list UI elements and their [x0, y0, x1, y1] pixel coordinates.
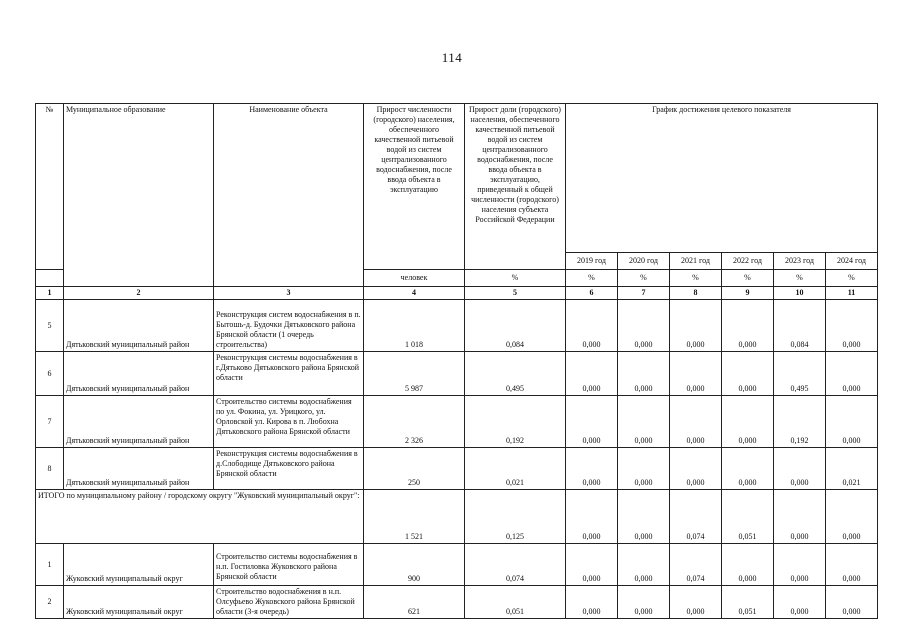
row-share: 0,051 [465, 586, 566, 619]
header-year: 2023 год [774, 253, 826, 270]
header-year: 2021 год [670, 253, 722, 270]
column-number: 2 [64, 287, 214, 300]
row-year-value: 0,000 [566, 352, 618, 396]
row-share: 0,074 [465, 544, 566, 586]
row-number: 6 [36, 352, 64, 396]
row-municipality: Дятьковский муниципальный район [64, 448, 214, 490]
row-year-value: 0,000 [670, 396, 722, 448]
row-year-value: 0,000 [826, 544, 878, 586]
page-number: 114 [441, 50, 463, 65]
row-municipality: Дятьковский муниципальный район [64, 352, 214, 396]
row-year-value: 0,000 [566, 586, 618, 619]
header-year-unit: % [774, 270, 826, 287]
total-year-value: 0,074 [670, 490, 722, 544]
row-year-value: 0,000 [826, 396, 878, 448]
header-year-unit: % [618, 270, 670, 287]
row-year-value: 0,074 [670, 544, 722, 586]
header-year-unit: % [566, 270, 618, 287]
header-municipality: Муниципальное образование [64, 104, 214, 287]
row-people: 250 [364, 448, 465, 490]
row-year-value: 0,000 [670, 300, 722, 352]
column-number: 5 [465, 287, 566, 300]
row-number: 2 [36, 586, 64, 619]
row-year-value: 0,000 [722, 352, 774, 396]
total-row [36, 490, 878, 544]
row-year-value: 0,000 [722, 396, 774, 448]
row-object: Строительство системы водоснабжения по ул. Фокина, ул. Урицкого, ул. Орловской ул. Кирова в п. Любохна Дятьковского района Брянской области [214, 396, 364, 448]
table-row [36, 396, 878, 448]
row-year-value: 0,000 [566, 544, 618, 586]
row-object: Реконструкция систем водоснабжения в п. Бытошь-д. Будочки Дятьковского района Брянской области (1 очередь строительства) [214, 300, 364, 352]
row-share: 0,192 [465, 396, 566, 448]
row-people: 2 326 [364, 396, 465, 448]
row-year-value: 0,000 [826, 300, 878, 352]
total-label: ИТОГО по муниципальному району / городскому округу "Жуковский муниципальный округ": [36, 490, 364, 544]
header-object: Наименование объекта [214, 104, 364, 287]
column-number: 9 [722, 287, 774, 300]
row-municipality: Жуковский муниципальный округ [64, 544, 214, 586]
row-object: Реконструкция системы водоснабжения в г.Дятьково Дятьковского района Брянской области [214, 352, 364, 396]
row-number: 1 [36, 544, 64, 586]
row-year-value: 0,000 [618, 544, 670, 586]
header-year-unit: % [670, 270, 722, 287]
row-municipality: Жуковский муниципальный округ [64, 586, 214, 619]
row-people: 900 [364, 544, 465, 586]
row-year-value: 0,000 [826, 352, 878, 396]
row-year-value: 0,051 [722, 586, 774, 619]
row-number: 7 [36, 396, 64, 448]
total-year-value: 0,051 [722, 490, 774, 544]
header-growth-share: Прирост доли (городского) населения, обеспеченного качественной питьевой водой из систем централизованного водоснабжения, после ввода объекта в эксплуатацию, приведенный к общей численности (городского) населения субъекта Российской Федерации [465, 104, 566, 270]
table-row [36, 352, 878, 396]
header-year-unit: % [826, 270, 878, 287]
row-year-value: 0,000 [670, 448, 722, 490]
row-share: 0,021 [465, 448, 566, 490]
table-row [36, 586, 878, 619]
row-year-value: 0,000 [618, 586, 670, 619]
row-year-value: 0,000 [722, 544, 774, 586]
row-number: 8 [36, 448, 64, 490]
row-people: 5 987 [364, 352, 465, 396]
row-share: 0,495 [465, 352, 566, 396]
total-year-value: 0,000 [566, 490, 618, 544]
table-row [36, 300, 878, 352]
header-unit-people: человек [364, 270, 465, 287]
total-people: 1 521 [364, 490, 465, 544]
row-year-value: 0,000 [670, 352, 722, 396]
row-people: 621 [364, 586, 465, 619]
header-year: 2022 год [722, 253, 774, 270]
header-year-unit: % [722, 270, 774, 287]
row-year-value: 0,000 [722, 448, 774, 490]
row-year-value: 0,000 [618, 352, 670, 396]
column-number: 4 [364, 287, 465, 300]
header-unit-percent: % [465, 270, 566, 287]
header-year: 2024 год [826, 253, 878, 270]
row-year-value: 0,000 [618, 396, 670, 448]
row-municipality: Дятьковский муниципальный район [64, 396, 214, 448]
header-year: 2020 год [618, 253, 670, 270]
row-year-value: 0,000 [774, 544, 826, 586]
row-year-value: 0,495 [774, 352, 826, 396]
row-year-value: 0,192 [774, 396, 826, 448]
column-number: 6 [566, 287, 618, 300]
row-year-value: 0,000 [566, 300, 618, 352]
row-municipality: Дятьковский муниципальный район [64, 300, 214, 352]
total-year-value: 0,000 [618, 490, 670, 544]
column-number: 1 [36, 287, 64, 300]
header-unit-blank [36, 270, 64, 287]
row-object: Строительство водоснабжения в н.п. Олсуфьево Жуковского района Брянской области (3-я очередь) [214, 586, 364, 619]
header-year: 2019 год [566, 253, 618, 270]
row-year-value: 0,000 [566, 396, 618, 448]
row-year-value: 0,000 [774, 448, 826, 490]
header-schedule: График достижения целевого показателя [566, 104, 878, 253]
row-year-value: 0,084 [774, 300, 826, 352]
row-year-value: 0,000 [826, 586, 878, 619]
row-share: 0,084 [465, 300, 566, 352]
column-number: 11 [826, 287, 878, 300]
column-number: 3 [214, 287, 364, 300]
header-no: № [36, 104, 64, 270]
total-year-value: 0,000 [774, 490, 826, 544]
total-share: 0,125 [465, 490, 566, 544]
row-year-value: 0,000 [774, 586, 826, 619]
row-object: Строительство системы водоснабжения в н.п. Гостиловка Жуковского района Брянской области [214, 544, 364, 586]
target-indicator-table [35, 103, 878, 619]
row-year-value: 0,000 [670, 586, 722, 619]
row-year-value: 0,000 [566, 448, 618, 490]
row-year-value: 0,000 [618, 300, 670, 352]
row-year-value: 0,021 [826, 448, 878, 490]
table-row [36, 544, 878, 586]
column-number: 7 [618, 287, 670, 300]
table-row [36, 448, 878, 490]
row-year-value: 0,000 [618, 448, 670, 490]
row-year-value: 0,000 [722, 300, 774, 352]
column-number-row [36, 287, 878, 300]
column-number: 8 [670, 287, 722, 300]
row-people: 1 018 [364, 300, 465, 352]
total-year-value: 0,000 [826, 490, 878, 544]
row-object: Реконструкция системы водоснабжения в д.Слободище Дятьковского района Брянской области [214, 448, 364, 490]
column-number: 10 [774, 287, 826, 300]
row-number: 5 [36, 300, 64, 352]
header-growth-count: Прирост численности (городского) населения, обеспеченного качественной питьевой водой из систем централизованного водоснабжения, после ввода объекта в эксплуатацию [364, 104, 465, 270]
